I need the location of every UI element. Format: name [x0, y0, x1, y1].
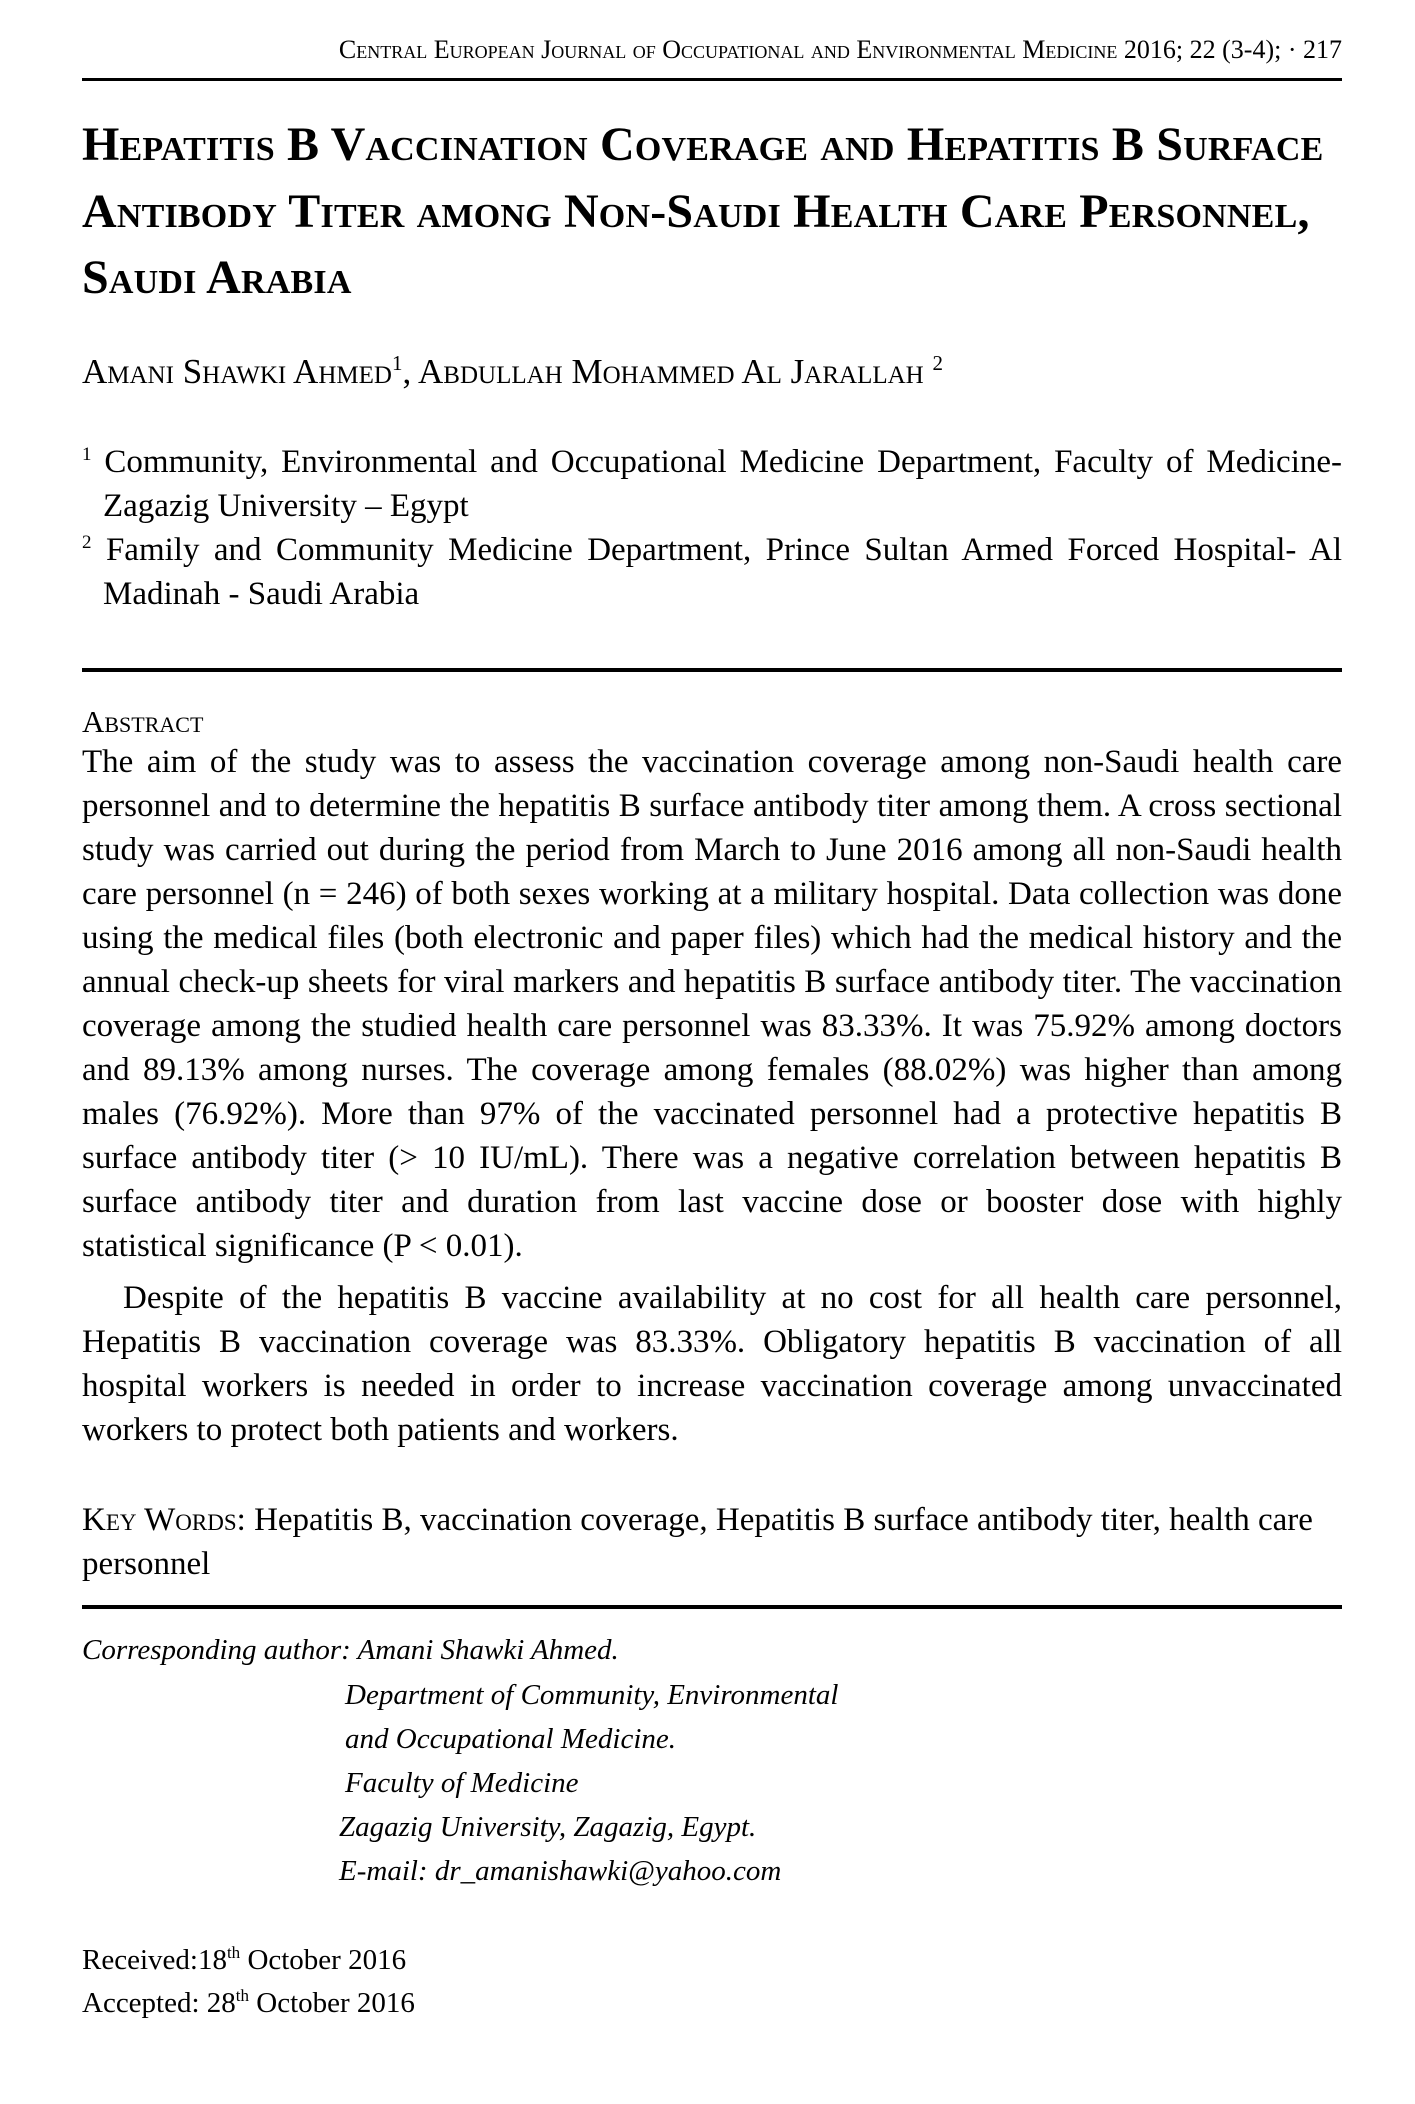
- corresponding-author-email[interactable]: E-mail: dr_amanishawki@yahoo.com: [339, 1855, 782, 1887]
- keywords-label: Key Words:: [82, 1502, 246, 1538]
- received-date: [82, 1940, 406, 1980]
- abstract-paragraph: Despite of the hepatitis B vaccine availability at no cost for all health care personnel, Hepatitis B vaccination coverage was 83.33%. Obligatory hepatitis B vaccination of all hospital workers is needed in order to increase vaccination coverage among unvaccinated workers to protect both patients and workers.: [82, 1280, 1342, 1448]
- received-day-suffix: th: [226, 1943, 241, 1962]
- corresponding-author-label: Corresponding author:: [82, 1634, 358, 1666]
- received-label: Received:: [82, 1944, 198, 1976]
- affiliation: [82, 528, 1342, 616]
- journal-citation: 2016; 22 (3-4); · 217: [1117, 35, 1342, 64]
- affiliation-mark: 1: [82, 444, 92, 465]
- abstract-paragraph: The aim of the study was to assess the vaccination coverage among non-Saudi health care personnel and to determine the hepatitis B surface antibody titer among them. A cross sectional study was carried out during the period from March to June 2016 among all non-Saudi health care personnel (n = 246) of both sexes working at a military hospital. Data collection was done using the medical files (both electronic and paper files) which had the medical history and the annual check-up sheets for viral markers and hepatitis B surface antibody titer. The vaccination coverage among the studied health care personnel was 83.33%. It was 75.92% among doctors and 89.13% among nurses. The coverage among females (88.02%) was higher than among males (76.92%). More than 97% of the vaccinated personnel had a protective hepatitis B surface antibody titer (> 10 IU/mL). There was a negative correlation between hepatitis B surface antibody titer and duration from last vaccine dose or booster dose with highly statistical significance (P < 0.01).: [82, 744, 1342, 1264]
- affiliation-text: Family and Community Medicine Department, Prince Sultan Armed Forced Hospital- Al Madinah - Saudi Arabia: [91, 532, 1342, 612]
- keywords-text: Hepatitis B, vaccination coverage, Hepatitis B surface antibody titer, health care personnel: [82, 1502, 1313, 1582]
- author-name: Abdullah Mohammed Al Jarallah: [418, 352, 924, 391]
- corresponding-author-address-line: Faculty of Medicine: [345, 1767, 579, 1799]
- received-day: 18: [197, 1944, 227, 1976]
- section-rule: [82, 668, 1342, 672]
- accepted-label: Accepted:: [82, 1987, 207, 2019]
- received-month-year: October 2016: [240, 1944, 407, 1976]
- accepted-month-year: October 2016: [249, 1987, 415, 2019]
- article-title: Hepatitis B Vaccination Coverage and Hepatitis B Surface Antibody Titer among Non-Saudi Health Care Personnel, Saudi Arabia: [82, 118, 1324, 304]
- affiliation: [82, 440, 1342, 528]
- author-separator: ,: [402, 352, 419, 391]
- journal-name: Central European Journal of Occupational and Environmental Medicine: [338, 35, 1118, 64]
- corresponding-author-address-line: Zagazig University, Zagazig, Egypt.: [339, 1811, 757, 1843]
- corresponding-author-name: Amani Shawki Ahmed.: [357, 1634, 619, 1666]
- abstract-heading: Abstract: [82, 704, 204, 739]
- affiliation-text: Community, Environmental and Occupational Medicine Department, Faculty of Medicine-Zagazig University – Egypt: [91, 444, 1342, 524]
- corresponding-author: [82, 1630, 619, 1670]
- keywords: [82, 1498, 1342, 1586]
- section-rule: [82, 1605, 1342, 1609]
- corresponding-author-address-line: and Occupational Medicine.: [345, 1723, 676, 1755]
- accepted-day-suffix: th: [235, 1986, 250, 2005]
- author-name: Amani Shawki Ahmed: [82, 352, 392, 391]
- header-rule: [82, 78, 1342, 81]
- author-list: [82, 350, 943, 394]
- corresponding-author-address-line: Department of Community, Environmental: [345, 1679, 839, 1711]
- accepted-day: 28: [206, 1987, 236, 2019]
- author-affiliation-mark: 1: [391, 351, 403, 375]
- author-affiliation-mark: 2: [932, 351, 943, 375]
- accepted-date: [82, 1983, 415, 2023]
- affiliation-mark: 2: [82, 532, 92, 553]
- running-header: [82, 33, 1342, 67]
